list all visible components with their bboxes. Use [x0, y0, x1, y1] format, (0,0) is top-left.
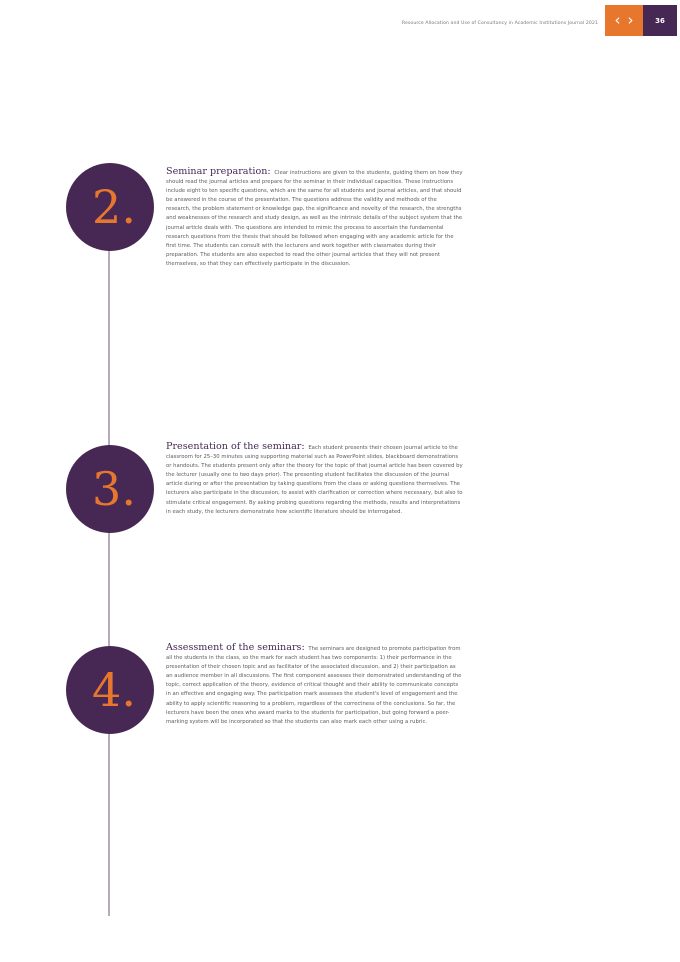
step-circle-4 — [66, 646, 154, 734]
section-heading: Presentation of the seminar: — [166, 441, 305, 452]
section-seminar-preparation — [166, 167, 463, 269]
section-heading: Seminar preparation: — [166, 166, 271, 177]
previous-page-icon[interactable]: ‹ — [614, 11, 621, 29]
section-heading: Assessment of the seminars: — [166, 642, 305, 653]
running-header-title: Resource Allocation and Use of Consultancy in Academic Institutions Journal 2021 — [401, 21, 598, 26]
section-assessment-of-seminars — [166, 643, 463, 727]
section-paragraph — [166, 442, 463, 517]
step-circle-2 — [66, 163, 154, 251]
section-body: Each student presents their chosen journal article to the classroom for 25–30 minutes using supporting material such as PowerPoint slides, blackboard demonstrations or handouts. The students present only after the theory for the topic of that journal article has been covered by the lecturer (usually one to two days prior). The presenting student facilitates the discussion of the journal article during or after the presentation by taking questions from the class or asking questions themselves. The lecturers also participate in the discussion, to assist with clarification or correction where necessary, but also to stimulate critical engagement. By asking probing questions regarding the methods, results and interpretations in each study, the lecturers demonstrate how scientific literature should be interrogated. — [166, 445, 463, 515]
page-nav — [605, 5, 643, 36]
section-paragraph — [166, 167, 463, 269]
section-body: The seminars are designed to promote participation from all the students in the class, so the mark for each student has two components: 1) their performance in the presentation of their chosen topic and as facilitator of the associated discussion, and 2) their participation as an audience member in all discussions. The first component assesses their demonstrated understanding of the topic, correct application of the theory, evidence of critical thought and their ability to communicate concepts in an effective and engaging way. The participation mark assesses the student's level of engagement and the ability to apply scientific reasoning to a problem, regardless of the correctness of the conclusions. So far, the lecturers have been the ones who award marks to the students for participation, but going forward a peer-marking system will be incorporated so that the students can also mark each other using a rubric. — [166, 646, 462, 725]
section-paragraph — [166, 643, 463, 727]
step-number: 2. — [92, 180, 136, 234]
page-number: 36 — [643, 5, 677, 36]
section-body: Clear instructions are given to the students, guiding them on how they should read the journal articles and prepare for the seminar in their individual capacities. These instructions include eight to ten specific questions, which are the same for all students and journal articles, and that should be answered in the course of the presentation. The questions address the validity and methods of the research, the problem statement or knowledge gap, the significance and novelty of the research, the strengths and weaknesses of the research and study design, as well as the intrinsic details of the subject system that the journal article deals with. The questions are intended to mimic the process to ascertain the fundamental research questions from the thesis that should be followed when engaging with any academic article for the first time. The students can consult with the lecturers and work together with classmates during their preparation. The students are also expected to read the other journal articles that they will not present themselves, so that they can effectively participate in the discussion. — [166, 170, 463, 267]
step-number: 3. — [92, 462, 136, 516]
section-presentation-of-seminar — [166, 442, 463, 517]
next-page-icon[interactable]: › — [627, 11, 634, 29]
step-number: 4. — [92, 663, 136, 717]
step-circle-3 — [66, 445, 154, 533]
timeline-line — [108, 240, 110, 916]
